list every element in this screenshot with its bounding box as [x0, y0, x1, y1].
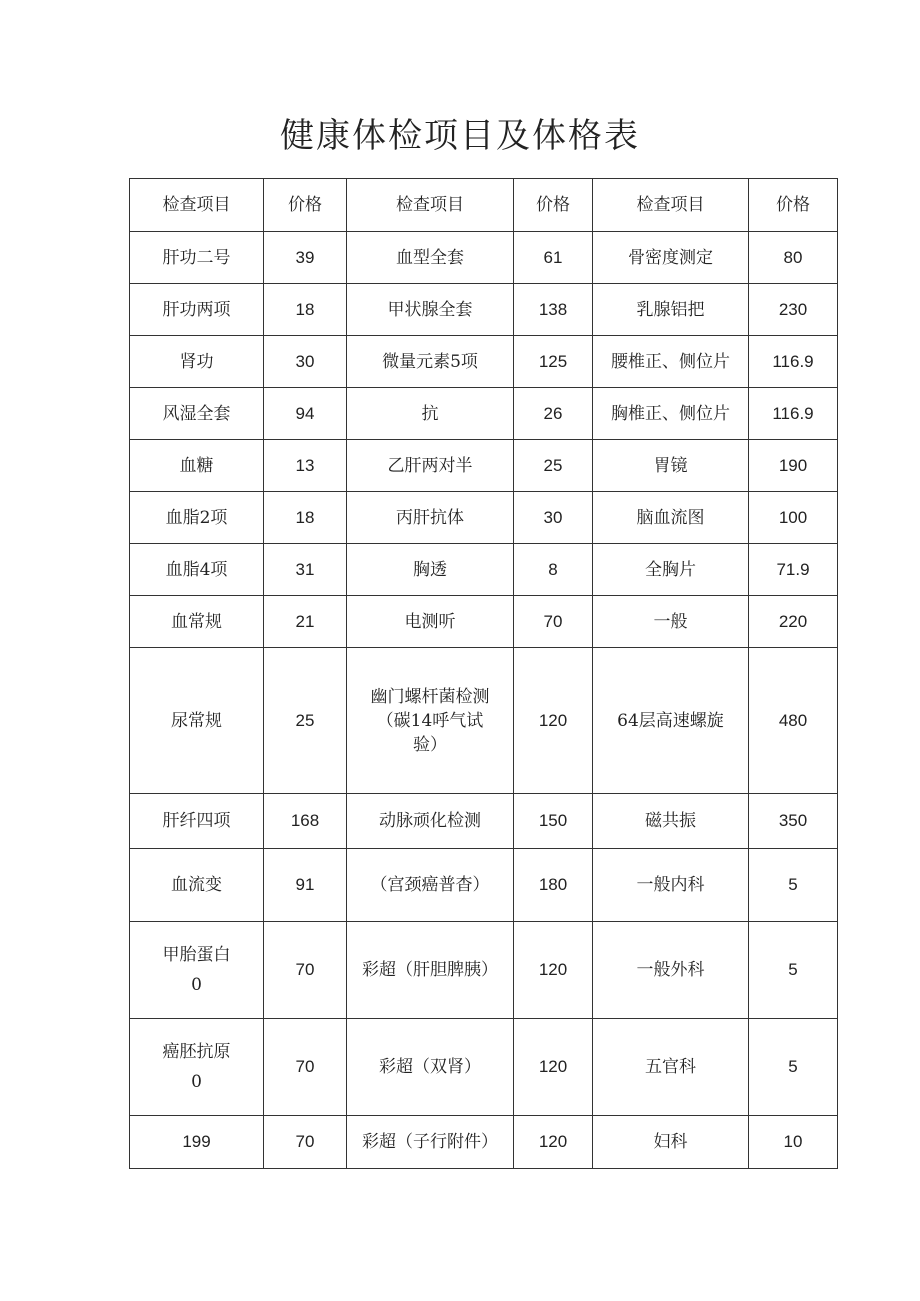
item-cell	[130, 1019, 264, 1116]
price-cell: 31	[264, 544, 347, 596]
item-cell: 血型全套	[347, 232, 514, 284]
price-cell: 80	[749, 232, 838, 284]
header-price-1: 价格	[264, 179, 347, 232]
item-cell: 胃镜	[593, 440, 749, 492]
price-cell: 8	[514, 544, 593, 596]
item-cell: 彩超（双肾）	[347, 1019, 514, 1116]
price-cell: 120	[514, 922, 593, 1019]
table-row	[130, 648, 838, 794]
item-cell-line: 验）	[413, 734, 447, 755]
item-cell-line: 0	[191, 975, 202, 995]
table-row	[130, 336, 838, 388]
page-title: 健康体检项目及体格表	[280, 116, 640, 156]
item-cell: 一般外科	[593, 922, 749, 1019]
price-cell: 21	[264, 596, 347, 648]
price-cell: 120	[514, 648, 593, 794]
item-cell: 肝功两项	[130, 284, 264, 336]
price-cell: 350	[749, 794, 838, 849]
price-cell: 39	[264, 232, 347, 284]
price-cell: 150	[514, 794, 593, 849]
item-cell: 骨密度测定	[593, 232, 749, 284]
table-header-row	[130, 179, 838, 232]
item-cell: （宫颈癌普杳）	[347, 849, 514, 922]
price-cell: 18	[264, 492, 347, 544]
item-cell: 磁共振	[593, 794, 749, 849]
item-cell-line: （碳14呼气试	[376, 710, 484, 731]
header-item-3: 检查项目	[593, 179, 749, 232]
table-row	[130, 284, 838, 336]
item-cell: 脑血流图	[593, 492, 749, 544]
item-cell: 一般	[593, 596, 749, 648]
price-cell: 5	[749, 849, 838, 922]
item-cell: 199	[130, 1116, 264, 1169]
item-cell: 肾功	[130, 336, 264, 388]
item-cell: 一般内科	[593, 849, 749, 922]
header-item-1: 检查项目	[130, 179, 264, 232]
price-cell: 25	[514, 440, 593, 492]
price-cell: 70	[514, 596, 593, 648]
item-cell: 胸椎正、侧位片	[593, 388, 749, 440]
price-cell: 116.9	[749, 336, 838, 388]
price-cell: 26	[514, 388, 593, 440]
price-cell: 30	[264, 336, 347, 388]
item-cell: 胸透	[347, 544, 514, 596]
item-cell: 腰椎正、侧位片	[593, 336, 749, 388]
price-table	[129, 178, 838, 1169]
table-row	[130, 388, 838, 440]
table-row	[130, 544, 838, 596]
price-cell: 230	[749, 284, 838, 336]
price-cell: 190	[749, 440, 838, 492]
header-price-2: 价格	[514, 179, 593, 232]
table-row	[130, 596, 838, 648]
price-cell: 220	[749, 596, 838, 648]
table-row	[130, 492, 838, 544]
item-cell: 64层高速螺旋	[593, 648, 749, 794]
item-cell: 风湿全套	[130, 388, 264, 440]
price-cell: 10	[749, 1116, 838, 1169]
price-cell: 70	[264, 1116, 347, 1169]
price-cell: 480	[749, 648, 838, 794]
table-row	[130, 440, 838, 492]
price-cell: 120	[514, 1116, 593, 1169]
header-price-3: 价格	[749, 179, 838, 232]
price-cell: 70	[264, 1019, 347, 1116]
item-cell-line: 0	[191, 1072, 202, 1092]
price-cell: 61	[514, 232, 593, 284]
item-cell	[347, 648, 514, 794]
item-cell: 彩超（子行附件）	[347, 1116, 514, 1169]
item-cell-line: 癌胚抗原	[162, 1042, 231, 1062]
price-cell: 138	[514, 284, 593, 336]
price-cell: 71.9	[749, 544, 838, 596]
item-cell: 肝功二号	[130, 232, 264, 284]
header-item-2: 检查项目	[347, 179, 514, 232]
price-cell: 116.9	[749, 388, 838, 440]
item-cell: 丙肝抗体	[347, 492, 514, 544]
price-cell: 18	[264, 284, 347, 336]
price-cell: 180	[514, 849, 593, 922]
price-cell: 5	[749, 1019, 838, 1116]
item-cell: 彩超（肝胆脾胰）	[347, 922, 514, 1019]
price-cell: 5	[749, 922, 838, 1019]
item-cell	[130, 922, 264, 1019]
table-row	[130, 1019, 838, 1116]
price-cell: 168	[264, 794, 347, 849]
price-cell: 125	[514, 336, 593, 388]
price-cell: 70	[264, 922, 347, 1019]
table-row	[130, 922, 838, 1019]
price-cell: 94	[264, 388, 347, 440]
item-cell: 血常规	[130, 596, 264, 648]
item-cell: 肝纤四项	[130, 794, 264, 849]
price-cell: 13	[264, 440, 347, 492]
item-cell: 动脉顽化检测	[347, 794, 514, 849]
item-cell: 乳腺铝把	[593, 284, 749, 336]
table-row	[130, 232, 838, 284]
price-cell: 100	[749, 492, 838, 544]
price-cell: 120	[514, 1019, 593, 1116]
item-cell: 血糖	[130, 440, 264, 492]
price-cell: 25	[264, 648, 347, 794]
item-cell: 血脂4项	[130, 544, 264, 596]
item-cell-line: 甲胎蛋白	[162, 945, 231, 965]
item-cell: 血脂2项	[130, 492, 264, 544]
price-cell: 91	[264, 849, 347, 922]
item-cell: 乙肝两对半	[347, 440, 514, 492]
item-cell: 微量元素5项	[347, 336, 514, 388]
item-cell: 尿常规	[130, 648, 264, 794]
table-row	[130, 1116, 838, 1169]
item-cell: 电测听	[347, 596, 514, 648]
item-cell: 抗	[347, 388, 514, 440]
item-cell: 妇科	[593, 1116, 749, 1169]
table-row	[130, 794, 838, 849]
item-cell: 全胸片	[593, 544, 749, 596]
item-cell-line: 幽门螺杆菌检测	[370, 686, 490, 707]
item-cell: 甲状腺全套	[347, 284, 514, 336]
item-cell: 血流变	[130, 849, 264, 922]
table-row	[130, 849, 838, 922]
price-cell: 30	[514, 492, 593, 544]
item-cell: 五官科	[593, 1019, 749, 1116]
